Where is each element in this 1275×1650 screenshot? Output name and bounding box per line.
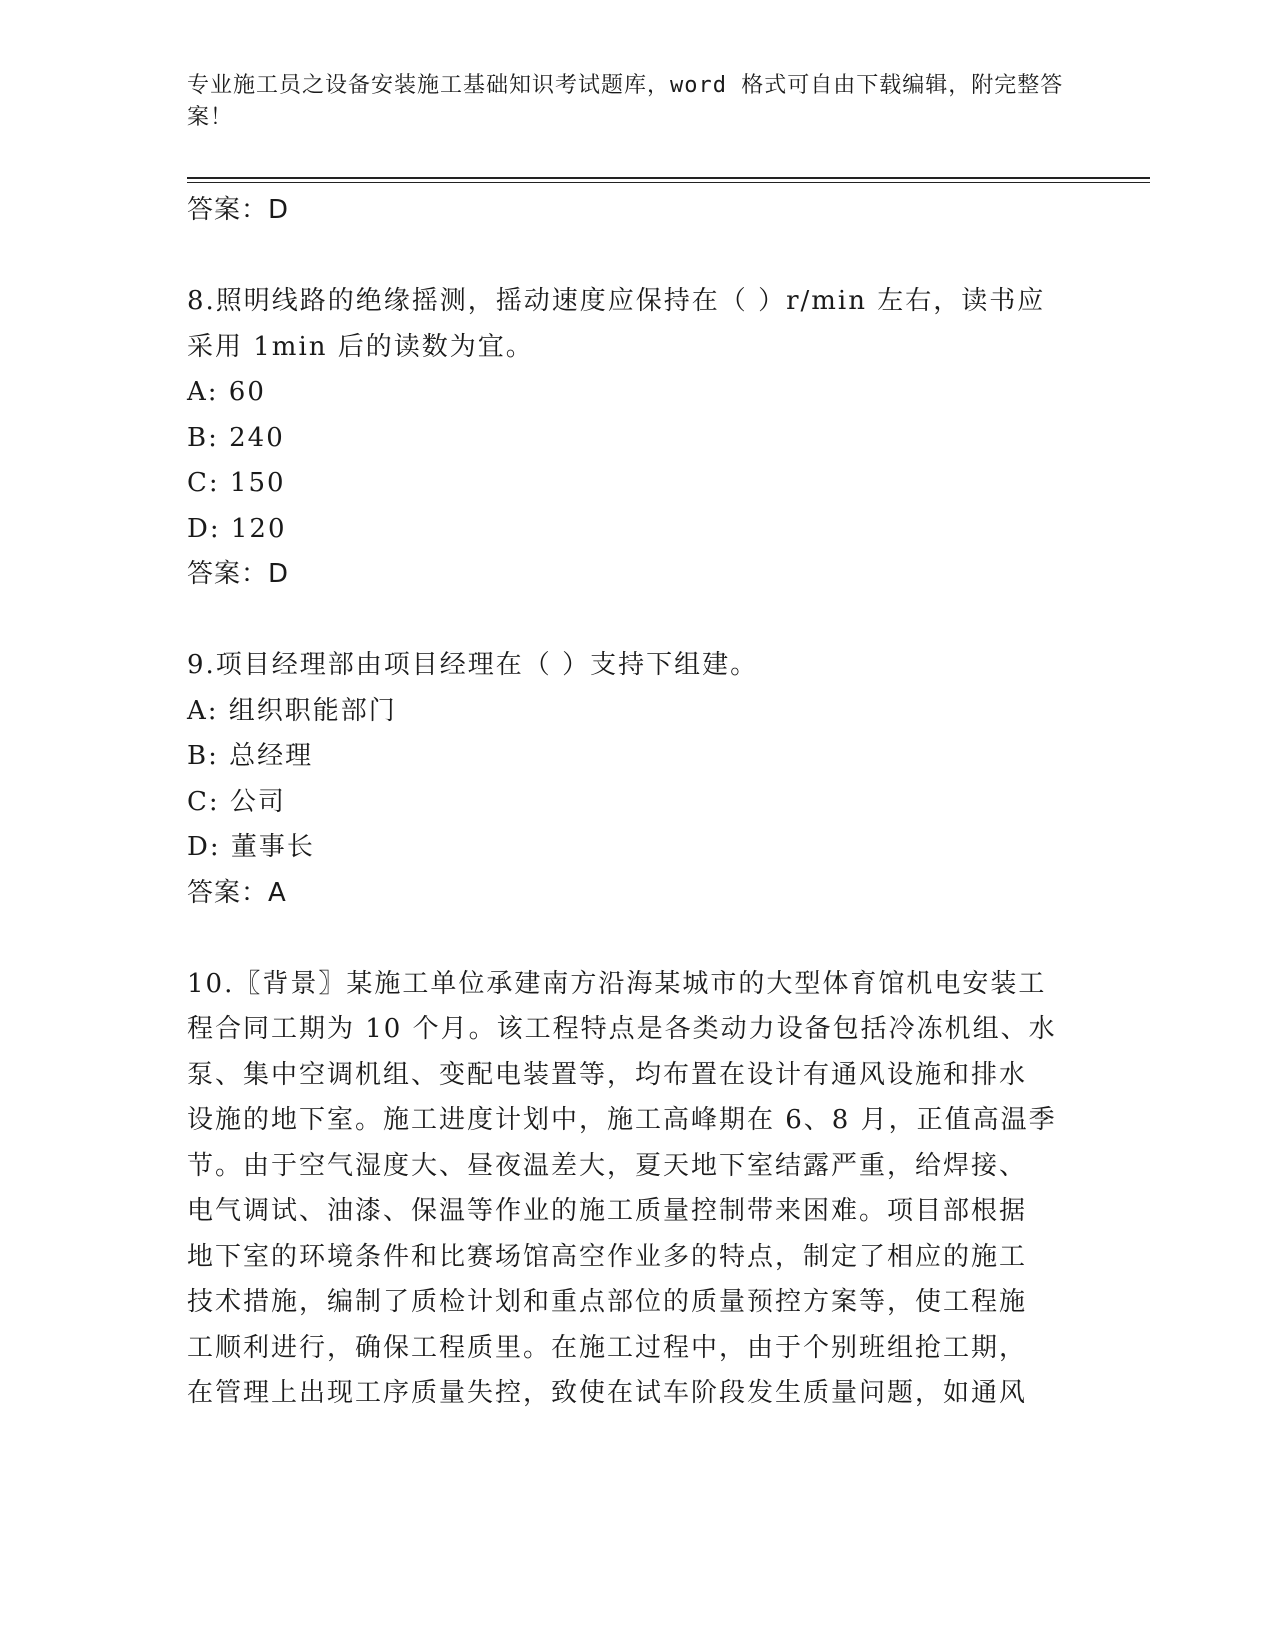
option-c: C: 公司 [187, 786, 286, 817]
question-text-line: 程合同工期为 10 个月。该工程特点是各类动力设备包括冷冻机组、水 [187, 1014, 1057, 1044]
spacer [187, 234, 1087, 280]
answer-label: 答案：A [187, 877, 287, 908]
page-header: 专业施工员之设备安装施工基础知识考试题库，word 格式可自由下载编辑，附完整答案！ [187, 73, 1064, 130]
question-stem: 8.照明线路的绝缘摇测，摇动速度应保持在（ ）r/min 左右，读书应 [187, 286, 1046, 316]
question-text-line: 电气调试、油漆、保温等作业的施工质量控制带来困难。项目部根据 [187, 1196, 1028, 1226]
question-stem: 9.项目经理部由项目经理在（ ）支持下组建。 [187, 650, 759, 680]
option-a: A: 60 [187, 377, 266, 407]
question-10 [187, 962, 1087, 1417]
question-content [187, 188, 1087, 1417]
question-text-line: 设施的地下室。施工进度计划中，施工高峰期在 6、8 月，正值高温季 [187, 1105, 1057, 1135]
question-8 [187, 279, 1087, 598]
option-c: C: 150 [187, 468, 286, 498]
option-a: A: 组织职能部门 [187, 695, 397, 726]
option-d: D: 120 [187, 513, 287, 544]
option-b: B: 240 [187, 422, 285, 453]
option-b: B: 总经理 [187, 741, 314, 771]
question-stem: 采用 1min 后的读数为宜。 [187, 331, 534, 362]
question-text-line: 地下室的环境条件和比赛场馆高空作业多的特点，制定了相应的施工 [187, 1241, 1028, 1272]
previous-answer: 答案：D [187, 195, 290, 225]
header-divider-thin [187, 182, 1150, 183]
question-text-line: 工顺利进行，确保工程质里。在施工过程中，由于个别班组抢工期， [187, 1332, 1028, 1363]
spacer [187, 598, 1087, 644]
question-text-line: 泵、集中空调机组、变配电装置等，均布置在设计有通风设施和排水 [187, 1059, 1028, 1090]
question-text-line: 在管理上出现工序质量失控，致使在试车阶段发生质量问题，如通风 [187, 1378, 1028, 1408]
option-d: D: 董事长 [187, 832, 315, 862]
question-text-line: 节。由于空气湿度大、昼夜温差大，夏天地下室结露严重，给焊接、 [187, 1150, 1028, 1181]
spacer [187, 916, 1087, 962]
question-text-line: 技术措施，编制了质检计划和重点部位的质量预控方案等，使工程施 [187, 1287, 1028, 1317]
question-9 [187, 643, 1087, 916]
header-divider-thick [187, 177, 1150, 179]
answer-label: 答案：D [187, 559, 290, 589]
question-text-line: 10.〖背景〗某施工单位承建南方沿海某城市的大型体育馆机电安装工 [187, 968, 1047, 999]
